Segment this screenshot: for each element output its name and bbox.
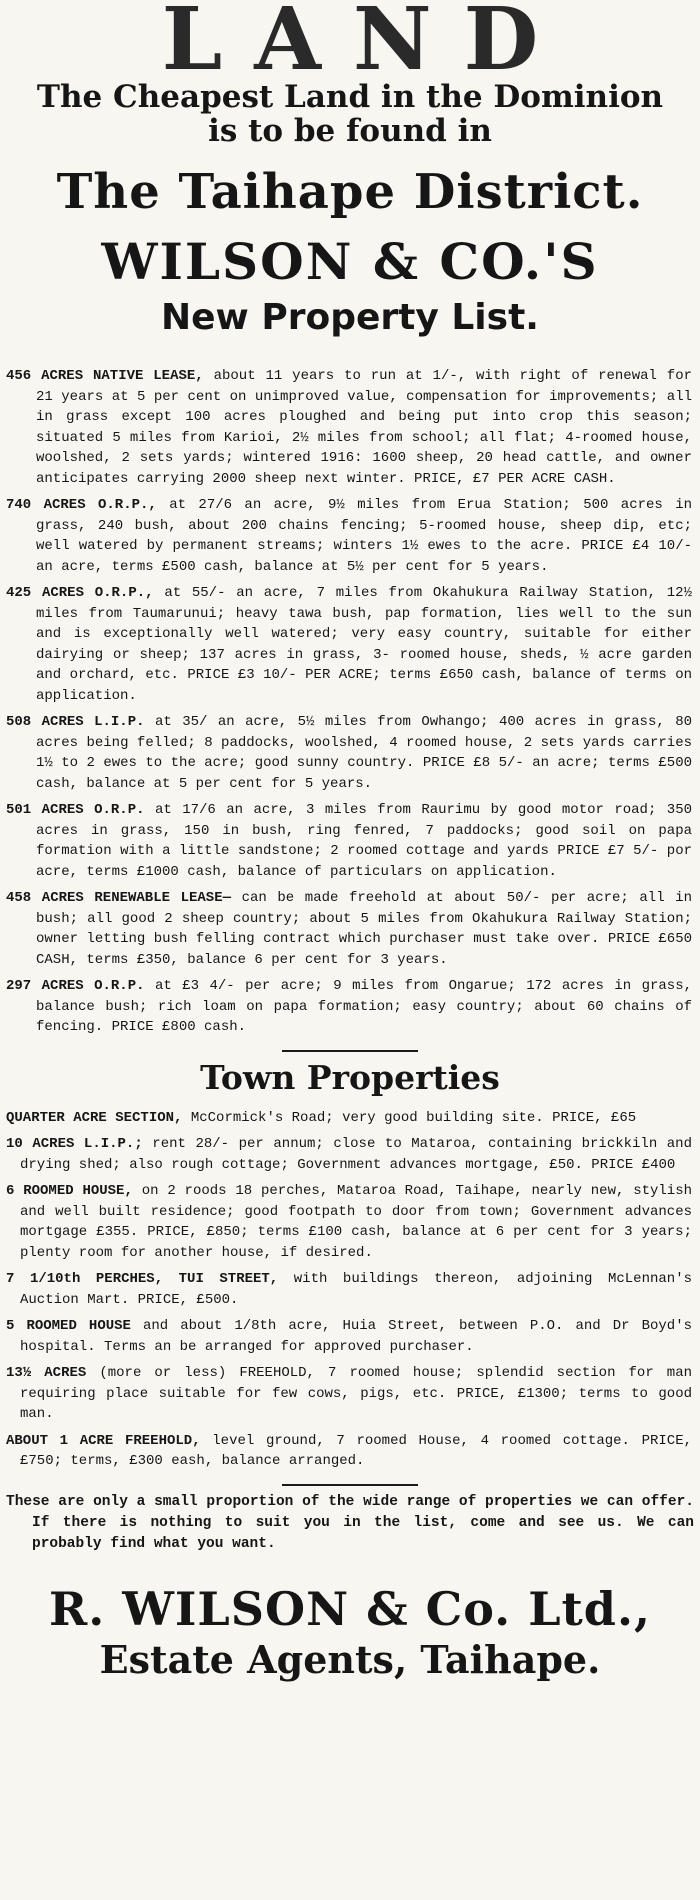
- town-listing-item: [6, 1269, 694, 1310]
- town-listing-item: [6, 1108, 694, 1129]
- section-divider: [282, 1050, 418, 1052]
- listing-lead: 508 ACRES L.I.P.: [6, 714, 145, 730]
- agents-line: Estate Agents, Taihape.: [99, 1636, 601, 1682]
- listing-lead: ABOUT 1 ACRE FREEHOLD,: [6, 1432, 201, 1449]
- listing-body: McCormick's Road; very good building site. PRICE, £65: [190, 1109, 637, 1126]
- listing-item: [6, 495, 694, 577]
- listing-item: [6, 888, 694, 970]
- listing-lead: 740 ACRES O.R.P.,: [6, 497, 157, 513]
- closing-note: These are only a small proportion of the wide range of properties we can offer. If there is nothing to suit you in the list, come and see us. We can probably find what you want.: [6, 1493, 694, 1552]
- listing-body: (more or less) FREEHOLD, 7 roomed house; splendid section for man requiring place suitable for few cows, pigs, etc. PRICE, £1300; terms to good man.: [20, 1365, 692, 1422]
- listing-body: at 17/6 an acre, 3 miles from Raurimu by good motor road; 350 acres in grass, 150 in bush, ring fenred, 7 paddocks; good soil on papa formation with a little sandstone; 2 roomed cottage and yards PRICE £7 5/- por acre, terms £1000 cash, balance of particulars on application.: [36, 802, 693, 880]
- listing-lead: 456 ACRES NATIVE LEASE,: [6, 368, 204, 384]
- listing-body: with buildings thereon, adjoining McLennan's Auction Mart. PRICE, £500.: [20, 1271, 692, 1308]
- town-listing-item: [6, 1431, 694, 1472]
- masthead: [6, 0, 694, 342]
- listing-lead: 425 ACRES O.R.P.,: [6, 585, 154, 601]
- town-listing-item: [6, 1363, 694, 1425]
- listing-body: rent 28/- per annum; close to Mataroa, containing brickkiln and drying shed; also rough cottage; Government advances mortgage, £50. PRICE £400: [20, 1136, 692, 1173]
- listing-body: at 35/ an acre, 5½ miles from Owhango; 400 acres in grass, 80 acres being felled; 8 paddocks, woolshed, 4 roomed house, 2 sets yards carries 1½ to 2 ewes to the acre; good sunny country. PRICE £8 5/- an acre; terms £500 cash, balance at 5 per cent for 5 years.: [36, 714, 693, 792]
- town-listing-item: [6, 1181, 694, 1263]
- listing-item: [6, 976, 694, 1038]
- listing-lead: 10 ACRES L.I.P.;: [6, 1136, 143, 1152]
- town-properties-heading: Town Properties: [200, 1057, 500, 1097]
- listing-item: [6, 800, 694, 882]
- listing-lead: 501 ACRES O.R.P.: [6, 802, 145, 818]
- list-title: New Property List.: [161, 297, 539, 338]
- listing-item: [6, 366, 694, 489]
- tagline-line-1: The Cheapest Land in the Dominion: [36, 79, 664, 115]
- listing-lead: 5 ROOMED HOUSE: [6, 1318, 131, 1334]
- listing-lead: 458 ACRES RENEWABLE LEASE—: [6, 890, 232, 906]
- listing-body: on 2 roods 18 perches, Mataroa Road, Taihape, nearly new, stylish and well built residence; good footpath to door from town; Government advances mortgage £355. PRICE, £850; terms £100 cash, balance at 6 per cent for 3 years; plenty room for another house, if desired.: [20, 1183, 692, 1261]
- listing-body: at 55/- an acre, 7 miles from Okahukura Railway Station, 12½ miles from Taumarunui; heavy tawa bush, pap formation, lies well to the sun and is exceptionally well watered; very easy country, suitable for either dairying or sheep; 137 acres in grass, 3- roomed house, sheds, ½ acre garden and orchard, etc. PRICE £3 10/- PER ACRE; terms £650 cash, balance of terms on application.: [36, 585, 692, 704]
- listing-body: at 27/6 an acre, 9½ miles from Erua Station; 500 acres in grass, 240 bush, about 200 chains fencing; 5-roomed house, sheep dip, etc; well watered by permanent streams; winters 1½ ewes to the acre. PRICE £4 10/- an acre, terms £500 cash, balance at 5½ per cent for 5 years.: [36, 497, 692, 575]
- town-listing-item: [6, 1134, 694, 1175]
- rural-listings: [6, 366, 694, 1038]
- listing-item: [6, 583, 694, 706]
- listing-item: [6, 712, 694, 794]
- firm-name: WILSON & CO.'S: [101, 232, 599, 291]
- ad-title: LAND: [161, 0, 571, 90]
- listing-body: can be made freehold at about 50/- per acre; all in bush; all good 2 sheep country; about 5 miles from Okahukura Railway Station; owner letting bush felling contract which purchaser must take over. PRICE £650 CASH, terms £350, balance 6 per cent for 3 years.: [36, 890, 692, 968]
- listing-lead: 6 ROOMED HOUSE,: [6, 1183, 133, 1199]
- listing-body: and about 1/8th acre, Huia Street, between P.O. and Dr Boyd's hospital. Terms an be arranged for approved purchaser.: [20, 1318, 693, 1355]
- closing-divider: [282, 1484, 418, 1486]
- town-listings: [6, 1108, 694, 1472]
- listing-lead: 7 1/10th PERCHES, TUI STREET,: [6, 1271, 279, 1287]
- listing-body: about 11 years to run at 1/-, with right of renewal for 21 years at 5 per cent on unimproved value, compensation for improvements; all in grass except 100 acres ploughed and being put into crop this season; situated 5 miles from Karioi, 2½ miles from school; all flat; 4-roomed house, woolshed, 2 sets yards; wintered 1916: 1600 sheep, 20 head cattle, and owner anticipates carrying 2000 sheep next winter. PRICE, £7 PER ACRE CASH.: [36, 368, 693, 487]
- town-listing-item: [6, 1316, 694, 1357]
- listing-lead: 297 ACRES O.R.P.: [6, 978, 145, 994]
- listing-lead: QUARTER ACRE SECTION,: [6, 1109, 183, 1126]
- listing-lead: 13½ ACRES: [6, 1365, 87, 1381]
- listing-body: at £3 4/- per acre; 9 miles from Ongarue; 172 acres in grass, balance bush; rich loam on papa formation; easy country; about 60 chains of fencing. PRICE £800 cash.: [36, 978, 693, 1035]
- company-name: R. WILSON & Co. Ltd.,: [49, 1581, 651, 1636]
- listing-body: level ground, 7 roomed House, 4 roomed cottage. PRICE, £750; terms, £300 eash, balance arranged.: [20, 1432, 692, 1469]
- district-name: The Taihape District.: [56, 164, 644, 220]
- footer: [6, 1583, 694, 1683]
- tagline-line-2: is to be found in: [208, 113, 492, 149]
